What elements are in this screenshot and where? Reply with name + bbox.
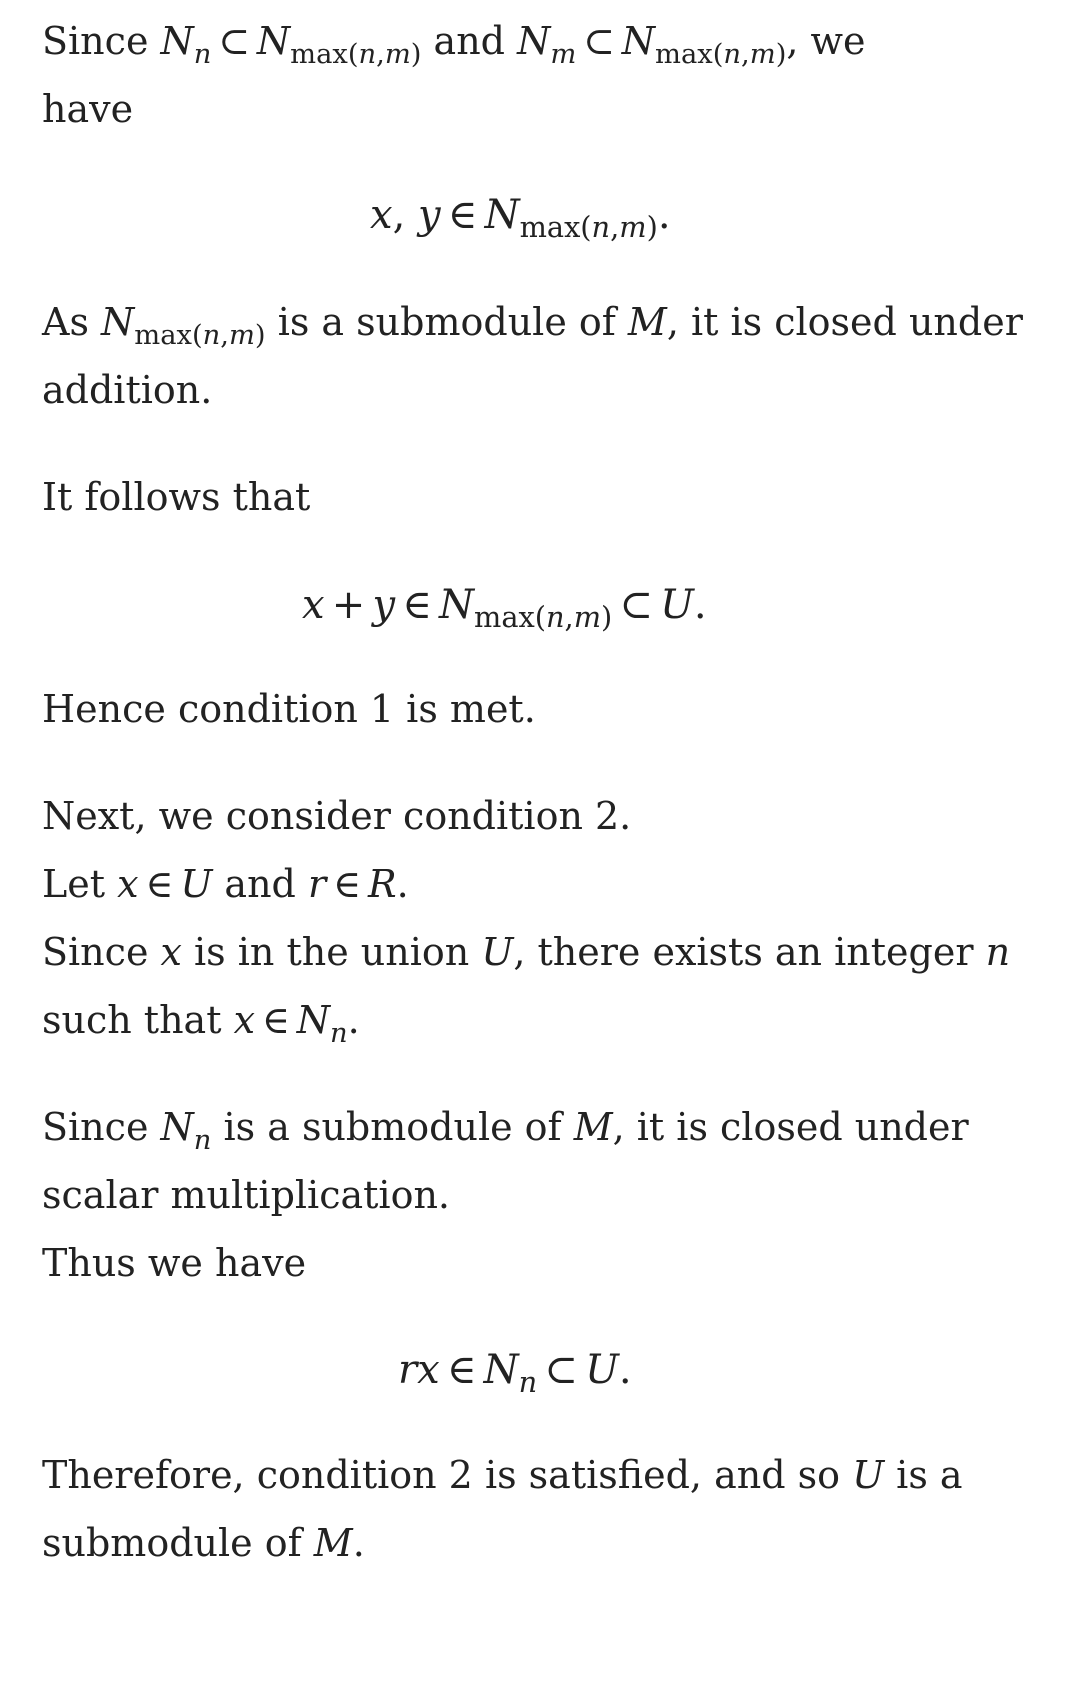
math-inline: M xyxy=(313,1521,353,1565)
text: is a xyxy=(884,1453,963,1497)
math-inline: M xyxy=(573,1105,613,1149)
paragraph-line xyxy=(42,930,1011,974)
text: It follows that xyxy=(42,475,311,519)
math-inline: $N_n$ ⊂ $N_{max(n,m)}$ xyxy=(160,19,422,70)
math-inline: $N_n$ xyxy=(160,1105,212,1156)
paragraph-line xyxy=(42,19,866,70)
text: Let xyxy=(42,862,118,906)
math-inline: $N_m$ ⊂ $N_{max(n,m)}$ xyxy=(517,19,787,70)
paragraph-line xyxy=(42,794,632,838)
text: is in the union xyxy=(181,930,482,974)
text: Since xyxy=(42,19,161,63)
display-equation-1: x, y ∈ $N_{max(n,m)}$. xyxy=(370,192,671,245)
text: , we xyxy=(786,19,866,63)
math-inline: r ∈ R xyxy=(307,862,397,906)
text: scalar multiplication. xyxy=(42,1173,450,1217)
text: , there exists an integer xyxy=(513,930,986,974)
paragraph-line xyxy=(42,1241,307,1285)
text: Since xyxy=(42,1105,161,1149)
paragraph-line xyxy=(42,87,134,131)
text: Since xyxy=(42,930,161,974)
text: have xyxy=(42,87,134,131)
paragraph-line xyxy=(42,1105,969,1156)
text: Next, we consider condition 2. xyxy=(42,794,632,838)
math-inline: U xyxy=(481,930,514,974)
math-inline: x ∈ $N_n$ xyxy=(233,998,348,1049)
paragraph-line xyxy=(42,368,213,412)
math-inline: n xyxy=(985,930,1011,974)
paragraph-line xyxy=(42,998,360,1049)
text: , it is closed under xyxy=(612,1105,969,1149)
text: Hence condition 1 is met. xyxy=(42,687,536,731)
text: Therefore, condition 2 is satisfied, and so xyxy=(42,1453,853,1497)
math-inline: x ∈ U xyxy=(117,862,213,906)
text: submodule of xyxy=(42,1521,314,1565)
paragraph-line xyxy=(42,475,311,519)
math-inline: U xyxy=(852,1453,885,1497)
text: . xyxy=(347,998,360,1042)
paragraph-line xyxy=(42,687,536,731)
display-equation-2: x + y ∈ $N_{max(n,m)}$ ⊂ U. xyxy=(302,582,707,635)
paragraph-line xyxy=(42,1521,365,1565)
paragraph-line xyxy=(42,1173,450,1217)
text: addition. xyxy=(42,368,213,412)
paragraph-line xyxy=(42,300,1023,351)
text: . xyxy=(352,1521,365,1565)
text: . xyxy=(396,862,409,906)
math-inline: M xyxy=(627,300,667,344)
math-inline: x xyxy=(160,930,182,974)
text: Thus we have xyxy=(42,1241,307,1285)
math-inline: $N_{max(n,m)}$ xyxy=(101,300,266,351)
text: is a submodule of xyxy=(265,300,628,344)
paragraph-line xyxy=(42,862,409,906)
paragraph-line xyxy=(42,1453,963,1497)
text: such that xyxy=(42,998,234,1042)
display-equation-3: rx ∈ $N_n$ ⊂ U. xyxy=(398,1347,632,1400)
text: and xyxy=(212,862,308,906)
text: As xyxy=(42,300,102,344)
text: is a submodule of xyxy=(211,1105,574,1149)
text: , it is closed under xyxy=(666,300,1023,344)
text: and xyxy=(421,19,518,63)
